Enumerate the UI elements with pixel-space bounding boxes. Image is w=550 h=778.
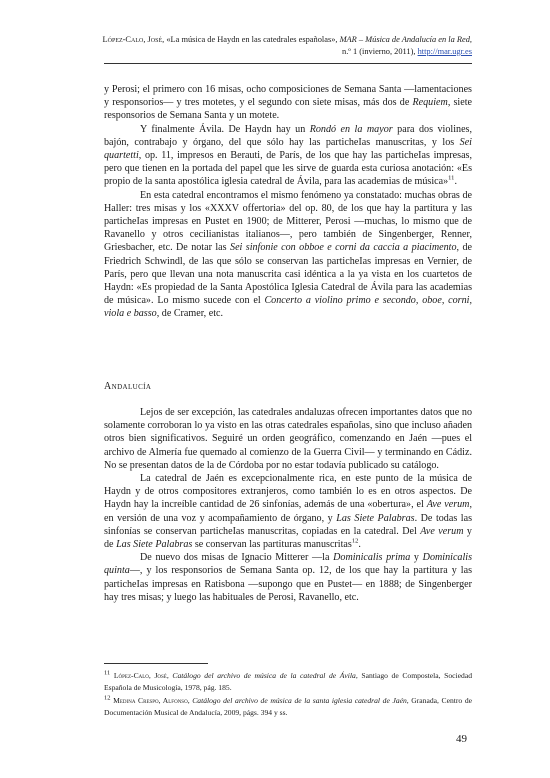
footnote: $^{12}$ Medina Crespo, Alfonso, Catálogo del archivo de música de la santa iglesia catedral de Jaén, Granada, Centro de Documentación Musical de Andalucía, 2009, págs. 394 y ss.: [104, 694, 472, 717]
footnotes: [104, 670, 472, 720]
paragraph: y Perosi; el primero con 16 misas, ocho composiciones de Semana Santa —lamentaciones y responsorios— y tres motetes, y el segundo con siete misas, más dos de Requiem, siete responsorios de Semana Santa y un motete.: [104, 84, 473, 122]
paragraph: Lejos de ser excepción, las catedrales andaluzas ofrecen importantes datos que no solamente corroboran lo ya visto en las otras catedrales españolas, sino que incluso añaden otros bien significativos. Seguiré un orden geográfico, comenzando en Jaén —pues el archivo de Almería fue quemado al comienzo de la Guerra Civil— y terminando en Cádiz. No se presentan datos de la de Córdoba por no estar todavía publicado su catálogo.: [104, 407, 472, 471]
header-issue: , n.º 1 (invierno, 2011),: [342, 35, 472, 56]
paragraph: La catedral de Jaén es excepcionalmente rica, en este punto de la música de Haydn y de otros compositores extranjeros, como también lo es en otros aspectos. De Haydn hay la increíble cantidad de 26 sinfonías, además de una «obertura», el Ave verum, en versión de una voz y acompañamiento de órgano, y Las Siete Palabras. De todas las sinfonías se conservan particheIas manuscritas, copiadas en la catedral. Del Ave verum y de Las Siete Palabras se conservan las partituras manuscritas$^{12}$.: [104, 473, 473, 551]
running-header: [100, 34, 472, 58]
header-article-title: , «La música de Haydn en las catedrales españolas»,: [162, 35, 340, 44]
header-divider: [104, 63, 472, 64]
page-number: 49: [456, 733, 467, 745]
section-heading: Andalucía: [104, 381, 152, 392]
paragraph: De nuevo dos misas de Ignacio Mitterer —la Dominicalis prima y Dominicalis quinta—, y los responsorios de Semana Santa op. 12, de los que hay la partitura y las particheIas impresas en Ratisbona —supongo que en Pustet— en 1888; de Singenberger hay tres misas; y luego las habituales de Perosi, Ravanello, etc.: [104, 552, 473, 603]
footnote: $^{11}$ López-Calo, José, Catálogo del archivo de música de la catedral de Ávila, Santiago de Compostela, Sociedad Española de Musicología, 1978, pág. 185.: [104, 669, 472, 692]
footnote-ref[interactable]: 12: [351, 537, 359, 545]
header-url-link[interactable]: http://mar.ugr.es: [417, 47, 472, 56]
header-journal: MAR – Música de Andalucía en la Red: [339, 35, 470, 44]
body-section-avila: [104, 83, 472, 321]
footnote-divider: [104, 663, 208, 664]
paragraph: Y finalmente Ávila. De Haydn hay un Rondó en la mayor para dos violines, bajón, contrabajo y órgano, del que sólo hay las particheIas manuscritas, y los Sei quartetti, op. 11, impresos en Berauti, de París, de los que hay las particheIas impresas, pero que tienen en la portada del papel que les sirve de guarda esta curiosa anotación: «Es propio de la santa apostólica iglesia catedral de Ávila, para las academias de música»$^{11}$.: [104, 123, 472, 188]
paragraph: En esta catedral encontramos el mismo fenómeno ya constatado: muchas obras de Haller: tres misas y los «XXXV offertoria» del op. 80, de los que hay la partitura y las particheIas impresas en Pustet en 1900; de Mitterer, Perosi —muchas, lo mismo que de Ravanello y otros cecilianistas italianos—, pero también de Singenberger, Renner, Griesbacher, etc. De notar las Sei sinfonie con obboe e corni da caccia a piacimento, de Friedrich Schwindl, de las que sólo se conservan las particheIas impresas en Vernier, de París, pero que llevan una nota manuscrita casi idéntica a la ya vista en los cuartetos de Haydn: «Es propiedad de la Santa Apostólica Iglesia Catedral de Ávila para las academias de música». Lo mismo sucede con el Concerto a violino primo e secondo, oboe, corni, viola e basso, de Cramer, etc.: [104, 189, 472, 320]
body-section-andalucia: [104, 406, 472, 604]
footnote-ref[interactable]: 11: [448, 175, 455, 183]
header-author: López-Calo, José: [102, 35, 163, 44]
